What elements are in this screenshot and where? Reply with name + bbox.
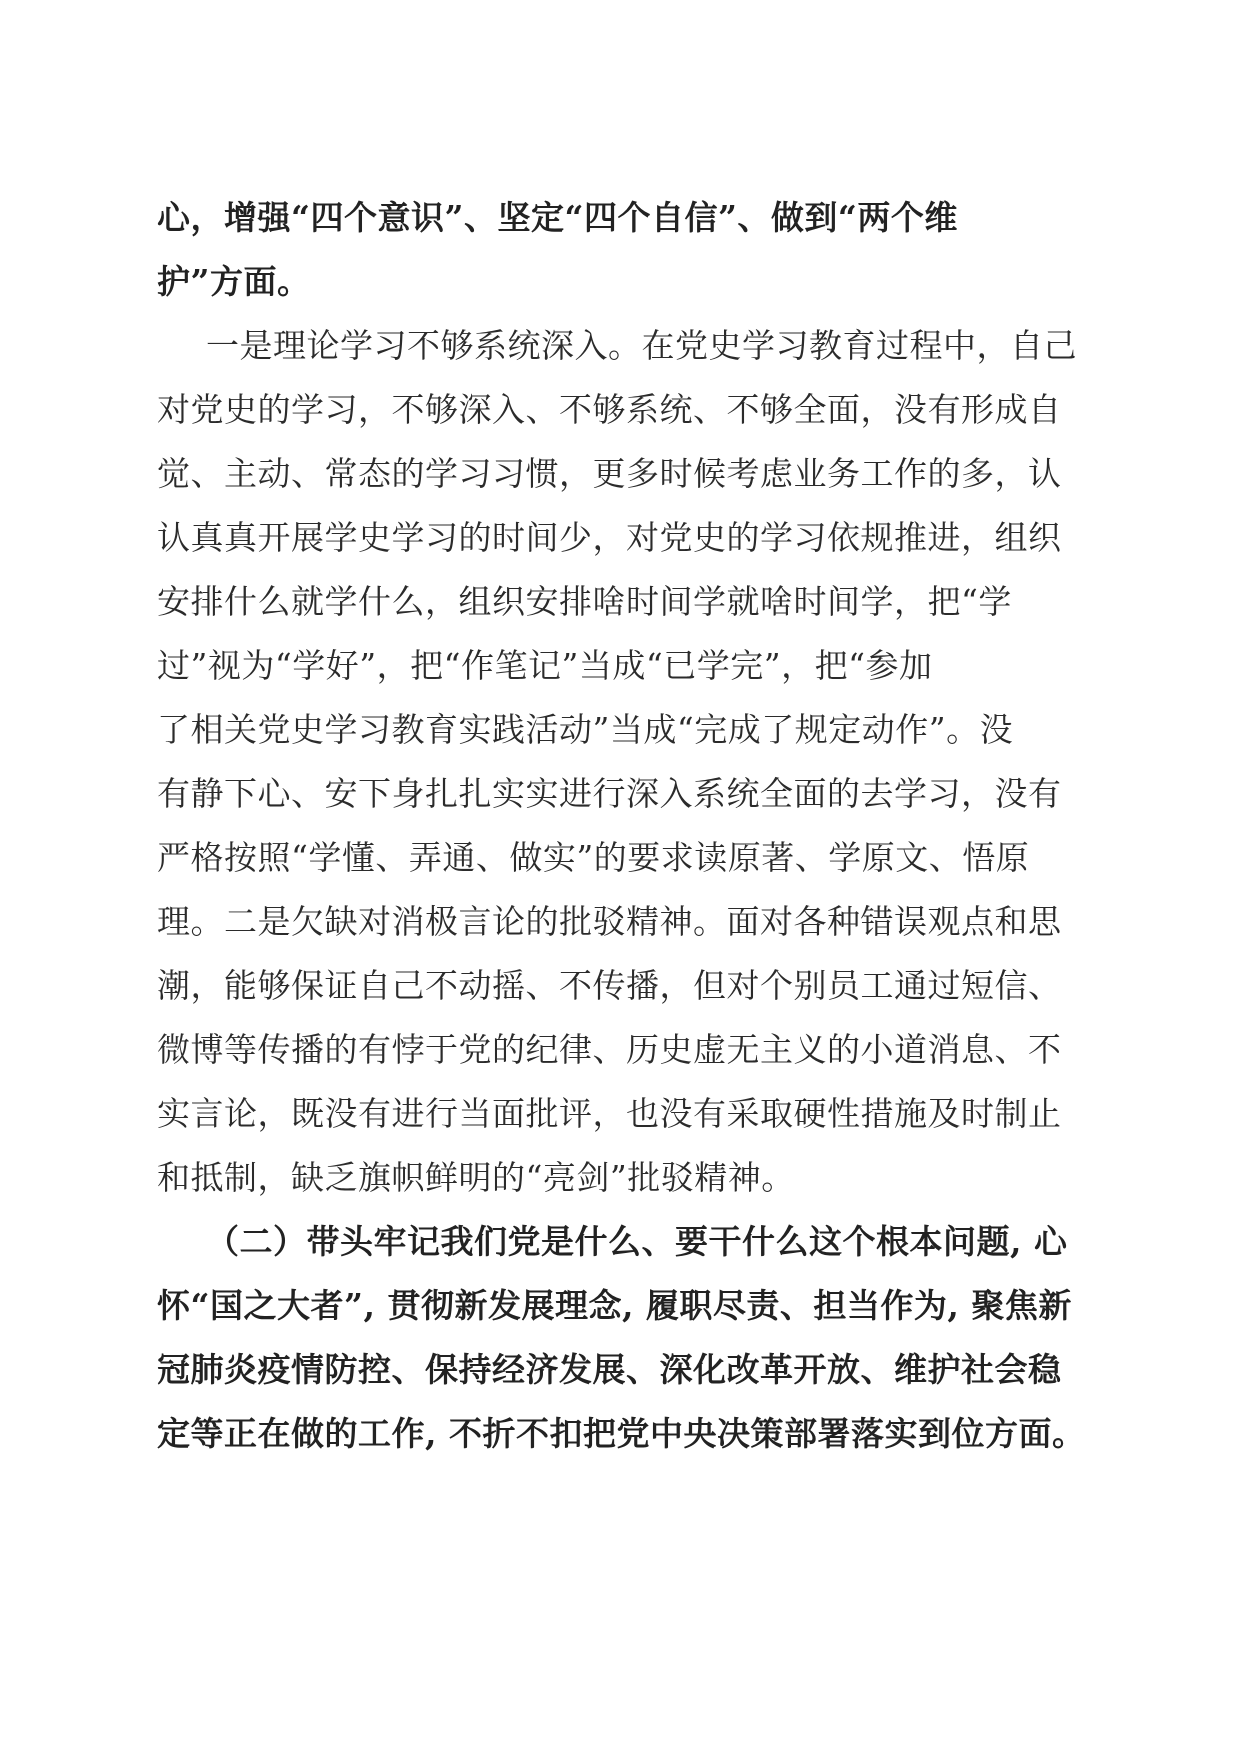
body-text-line: 微博等传播的有悖于党的纪律、历史虚无主义的小道消息、不 (157, 1030, 1062, 1069)
section-heading-line-1: 心，增强“四个意识”、坚定“四个自信”、做到“两个维 (157, 198, 958, 237)
body-text-line: 一是理论学习不够系统深入。在党史学习教育过程中，自己 (206, 326, 1077, 365)
body-text-line: 过”视为“学好”，把“作笔记”当成“已学完”，把“参加 (157, 646, 933, 685)
subsection-heading-line: （二）带头牢记我们党是什么、要干什么这个根本问题, 心 (206, 1222, 1068, 1261)
body-text-line: 安排什么就学什么，组织安排啥时间学就啥时间学，把“学 (157, 582, 1012, 621)
body-text-line: 潮，能够保证自己不动摇、不传播，但对个别员工通过短信、 (157, 966, 1062, 1005)
body-text-line: 严格按照“学懂、弄通、做实”的要求读原著、学原文、悟原 (157, 838, 1030, 877)
body-text-line: 了相关党史学习教育实践活动”当成“完成了规定动作”。没 (157, 710, 1014, 749)
subsection-heading-line: 定等正在做的工作, 不折不扣把党中央决策部署落实到位方面。 (157, 1414, 1086, 1453)
body-text-line: 理。二是欠缺对消极言论的批驳精神。面对各种错误观点和思 (157, 902, 1062, 941)
section-heading-line-2: 护”方面。 (157, 262, 311, 301)
body-text-line: 觉、主动、常态的学习习惯，更多时候考虑业务工作的多，认 (157, 454, 1062, 493)
body-text-line: 实言论，既没有进行当面批评，也没有采取硬性措施及时制止 (157, 1094, 1062, 1133)
subsection-heading-line: 怀“国之大者”, 贯彻新发展理念, 履职尽责、担当作为, 聚焦新 (157, 1286, 1072, 1325)
body-text-line: 和抵制，缺乏旗帜鲜明的“亮剑”批驳精神。 (157, 1158, 795, 1197)
subsection-heading-line: 冠肺炎疫情防控、保持经济发展、深化改革开放、维护社会稳 (157, 1350, 1062, 1389)
body-text-line: 认真真开展学史学习的时间少，对党史的学习依规推进，组织 (157, 518, 1062, 557)
body-text-line: 有静下心、安下身扎扎实实进行深入系统全面的去学习，没有 (157, 774, 1062, 813)
body-text-line: 对党史的学习，不够深入、不够系统、不够全面，没有形成自 (157, 390, 1062, 429)
